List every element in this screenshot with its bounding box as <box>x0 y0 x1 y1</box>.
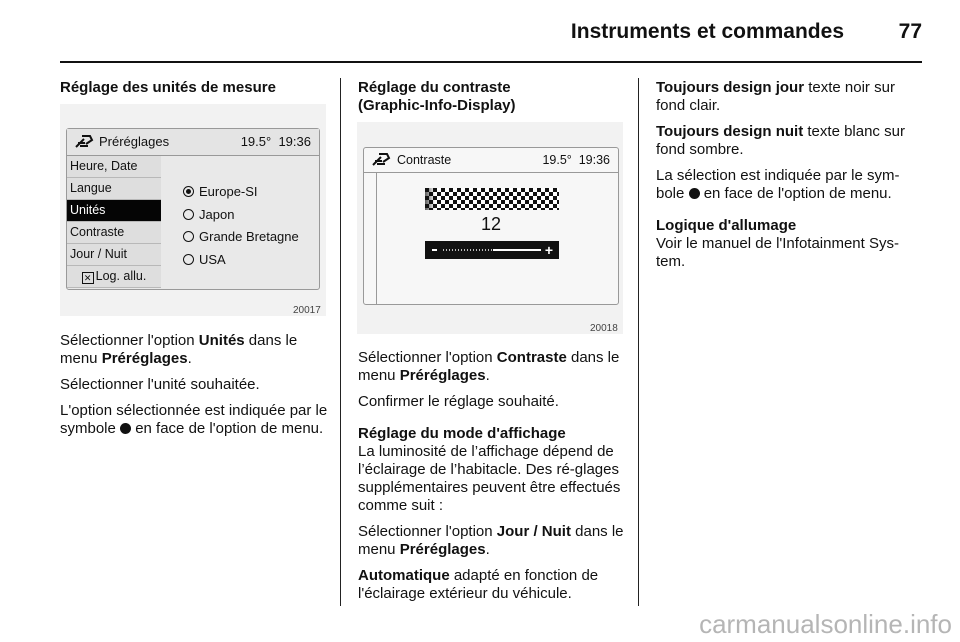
units-screen-clock: 19.5° 19:36 <box>240 134 311 149</box>
column-2-heading <box>358 79 628 115</box>
units-heading: Réglage des unités de mesure <box>60 79 276 96</box>
radio-icon <box>183 231 194 242</box>
plus-icon: + <box>544 242 553 258</box>
column-1-text <box>60 332 330 446</box>
column-3 <box>656 79 922 279</box>
option-europe-si: Europe-SI <box>183 181 299 204</box>
contrast-subheading: (Graphic-Info-Display) <box>358 97 516 114</box>
automatique-text: Automatique adapté en fonction de l'éclairage extérieur du véhicule. <box>358 567 599 602</box>
radio-icon <box>183 254 194 265</box>
slider-fill <box>493 249 541 251</box>
contrast-instruction-2: Confirmer le réglage souhaité. <box>358 393 559 410</box>
units-screen <box>66 128 320 290</box>
ignition-logic-text: Voir le manuel de l'Infotainment Sys-tem. <box>656 235 899 270</box>
option-grande-bretagne: Grande Bretagne <box>183 226 299 249</box>
contrast-screen <box>363 147 619 305</box>
units-screen-titlebar <box>67 129 319 156</box>
contrast-screen-side-bar <box>364 173 377 304</box>
day-design-text: Toujours design jour texte noir sur fond clair. <box>656 79 895 114</box>
column-1 <box>60 79 330 97</box>
page-number: 77 <box>898 20 922 43</box>
settings-wrench-icon <box>371 152 391 168</box>
night-design-text: Toujours design nuit texte blanc sur fond sombre. <box>656 123 905 158</box>
display-mode-heading: Réglage du mode d'affichage <box>358 425 566 442</box>
radio-selected-icon <box>183 186 194 197</box>
display-mode-instruction: Sélectionner l'option Jour / Nuit dans le menu Préréglages. <box>358 523 624 558</box>
selection-indicator-text: La sélection est indiquée par le sym-bole en face de l'option de menu. <box>656 167 900 202</box>
slider-track-dots <box>443 249 493 251</box>
option-japon: Japon <box>183 204 299 227</box>
units-options <box>183 181 299 271</box>
units-instruction-1: Sélectionner l'option Unités dans le menu Préréglages. <box>60 332 298 367</box>
menu-item-langue: Langue <box>67 178 161 200</box>
menu-item-contraste: Contraste <box>67 222 161 244</box>
bullet-dot-icon <box>689 188 700 199</box>
contrast-screen-clock: 19.5° 19:36 <box>542 153 610 167</box>
radio-icon <box>183 209 194 220</box>
units-instruction-3: L'option sélectionnée est indiquée par le symbole en face de l'option de menu. <box>60 402 328 437</box>
column-2-text <box>358 349 626 611</box>
column-divider-2 <box>638 78 639 606</box>
contrast-instruction-1: Sélectionner l'option Contraste dans le menu Préréglages. <box>358 349 620 384</box>
units-screen-menu <box>67 156 161 288</box>
menu-item-unites: Unités <box>67 200 161 222</box>
ignition-logic-heading: Logique d'allumage <box>656 217 797 234</box>
minus-icon <box>432 249 437 251</box>
menu-item-jour-nuit: Jour / Nuit <box>67 244 161 266</box>
bullet-dot-icon <box>120 423 131 434</box>
units-instruction-2: Sélectionner l'unité souhaitée. <box>60 376 260 393</box>
checkbox-checked-icon: ✕ <box>82 272 94 284</box>
units-screen-title: Préréglages <box>99 134 170 149</box>
contrast-screen-title: Contraste <box>397 153 452 167</box>
contrast-heading: Réglage du contraste <box>358 79 511 96</box>
menu-item-heure-date: Heure, Date <box>67 156 161 178</box>
contrast-test-pattern <box>425 188 559 210</box>
header-rule <box>60 61 922 63</box>
section-title: Instruments et commandes <box>570 20 844 43</box>
column-divider-1 <box>340 78 341 606</box>
watermark: carmanualsonline.info <box>699 609 952 639</box>
display-mode-text: La luminosité de l’affichage dépend de l’éclairage de l’habitacle. Des ré-glages supplémentaires peuvent être effectués comme suit : <box>358 443 621 514</box>
figure-number-1: 20017 <box>293 305 321 316</box>
settings-wrench-icon <box>74 134 94 150</box>
contrast-slider <box>425 241 559 259</box>
figure-number-2: 20018 <box>590 323 618 334</box>
option-usa: USA <box>183 249 299 272</box>
menu-item-log-allu: ✕ Log. allu. <box>67 266 161 288</box>
contrast-screen-titlebar <box>364 148 618 173</box>
contrast-value: 12 <box>480 214 502 234</box>
